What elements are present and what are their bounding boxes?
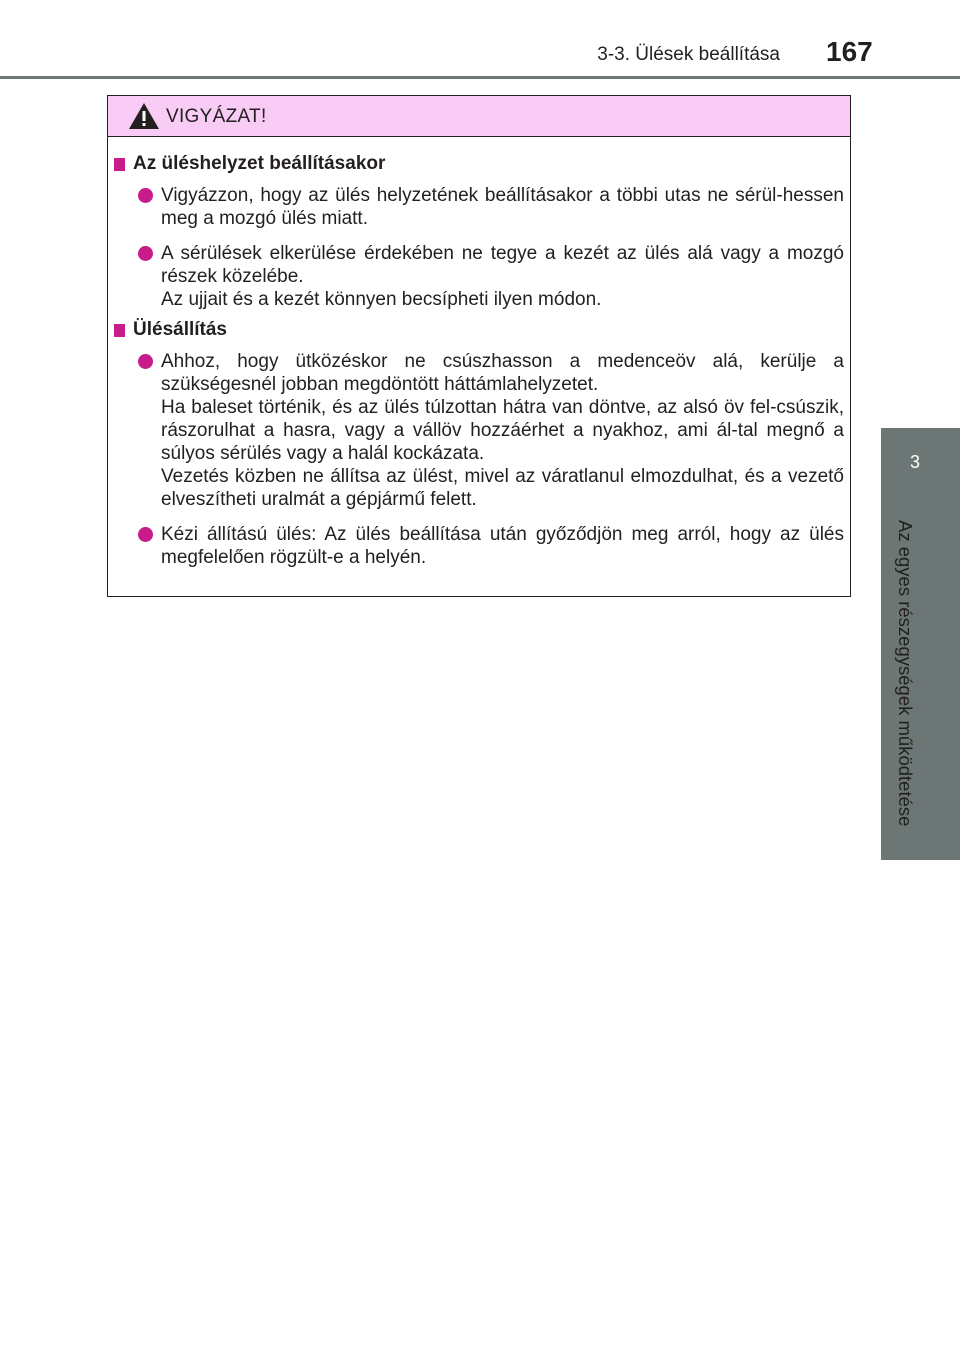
section-heading: Az üléshelyzet beállításakor [114,153,844,179]
list-item: A sérülések elkerülése érdekében ne tegye a kezét az ülés alá vagy a mozgó részek közelébe. Az ujjait és a kezét könnyen becsípheti ilyen módon. [138,242,844,311]
chapter-tab [881,428,960,860]
round-bullet-icon [138,354,153,369]
section-heading: Ülésállítás [114,319,844,345]
chapter-title: Az egyes részegységek működtetése [895,520,916,827]
round-bullet-icon [138,188,153,203]
square-bullet-icon [114,158,125,171]
warning-icon [128,102,160,130]
caution-section-seat-adjustment [114,319,844,569]
caution-section-seat-position [114,153,844,311]
list-item: Kézi állítású ülés: Az ülés beállítása után győződjön meg arról, hogy az ülés megfelelően rögzült-e a helyén. [138,523,844,569]
caution-title: VIGYÁZAT! [166,106,267,127]
chapter-number: 3 [909,452,920,472]
caution-box [107,95,851,597]
round-bullet-icon [138,527,153,542]
caution-header [108,96,850,137]
list-item: Vigyázzon, hogy az ülés helyzetének beállításakor a többi utas ne sérül-hessen meg a mozgó ülés miatt. [138,184,844,230]
running-header-section: 3-3. Ülések beállítása [597,44,780,65]
list-item: Ahhoz, hogy ütközéskor ne csúszhasson a medenceöv alá, kerülje a szükségesnél jobban megdöntött háttámlahelyzetet. Ha baleset történik, és az ülés túlzottan hátra van döntve, az alsó öv fel-csúszik, rászorulhat a hasra, vagy a vállöv hozzáérhet a nyakhoz, ami ál-tal megnő a súlyos sérülés vagy a halál kockázata. Vezetés közben ne állítsa az ülést, mivel az váratlanul elmozdulhat, és a vezető elveszítheti uralmát a gépjármű felett. [138,350,844,511]
page-number: 167 [826,36,873,67]
square-bullet-icon [114,324,125,337]
header-divider [0,76,960,79]
round-bullet-icon [138,246,153,261]
